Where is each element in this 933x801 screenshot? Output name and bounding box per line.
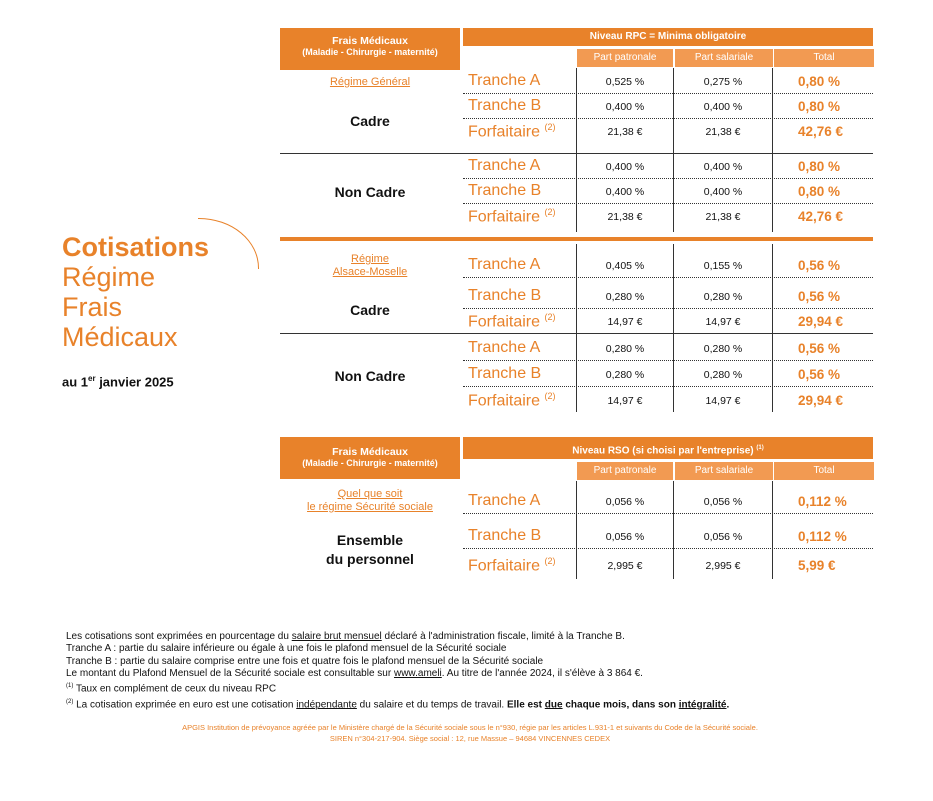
- tranche-label: Forfaitaire $^{(2)}$: [468, 391, 556, 410]
- tranche-label: Forfaitaire $^{(2)}$: [468, 122, 556, 141]
- part-salariale: 0,280 %: [703, 291, 743, 303]
- total: 0,56 %: [798, 367, 841, 382]
- ameli-link[interactable]: www.ameli: [393, 667, 442, 679]
- part-salariale: 21,38 €: [705, 211, 741, 223]
- part-salariale: 0,400 %: [703, 186, 743, 198]
- table2-level-header: Niveau RSO (si choisi par l'entreprise) $^{(1)}$: [463, 437, 873, 459]
- part-salariale: 0,400 %: [703, 161, 743, 173]
- row-divider: [463, 360, 873, 361]
- table1-col-total: Total: [773, 49, 874, 67]
- tranche-label: Tranche A: [468, 157, 541, 174]
- tranche-label: Forfaitaire $^{(2)}$: [468, 207, 556, 226]
- part-patronale: 14,97 €: [607, 316, 643, 328]
- tranche-label: Tranche B: [468, 365, 542, 382]
- table2-col-total: Total: [773, 462, 874, 480]
- part-patronale: 0,525 %: [605, 76, 645, 88]
- part-salariale: 14,97 €: [705, 395, 741, 407]
- footer-legal: APGIS Institution de prévoyance agréée par le Ministère chargé de la Sécurité sociale sous le n°930, régie par les articles L.931-1 et suivants du Code de la Sécurité sociale. SIREN n°304-217-904. Siège social : 12, rue Massue – 94684 VINCENNES CEDEX: [182, 723, 758, 743]
- part-patronale: 0,280 %: [605, 369, 645, 381]
- total: 0,112 %: [798, 494, 847, 509]
- total: 29,94 €: [798, 314, 844, 329]
- tranche-label: Tranche A: [468, 256, 541, 273]
- tranche-label: Forfaitaire $^{(2)}$: [468, 556, 556, 575]
- total: 29,94 €: [798, 393, 844, 408]
- part-patronale: 0,400 %: [605, 161, 645, 173]
- total: 0,56 %: [798, 258, 841, 273]
- total: 0,56 %: [798, 289, 841, 304]
- page-title: Cotisations Régime Frais Médicaux: [62, 232, 210, 352]
- total: 5,99 €: [798, 558, 836, 573]
- tranche-label: Tranche B: [468, 287, 542, 304]
- tranche-label: Tranche B: [468, 97, 542, 114]
- divider: [673, 481, 674, 579]
- divider: [772, 481, 773, 579]
- total: 0,80 %: [798, 159, 841, 174]
- row-divider: [463, 277, 873, 278]
- part-salariale: 0,280 %: [703, 343, 743, 355]
- part-salariale: 21,38 €: [705, 126, 741, 138]
- total: 42,76 €: [798, 124, 844, 139]
- effective-date: au 1er janvier 2025: [62, 374, 174, 390]
- category-cadre: Cadre: [350, 302, 390, 318]
- table2-col-patronale: Part patronale: [577, 462, 673, 480]
- part-patronale: 21,38 €: [607, 211, 643, 223]
- divider: [280, 153, 873, 154]
- part-patronale: 0,280 %: [605, 291, 645, 303]
- regime-alsace-link[interactable]: Régime Alsace-Moselle: [332, 253, 408, 278]
- tranche-label: Tranche A: [468, 339, 541, 356]
- table1-level-header: Niveau RPC = Minima obligatoire: [463, 28, 873, 46]
- part-patronale: 2,995 €: [607, 560, 643, 572]
- table1-col-patronale: Part patronale: [577, 49, 673, 67]
- tranche-label: Tranche B: [468, 527, 542, 544]
- part-patronale: 0,400 %: [605, 186, 645, 198]
- row-divider: [463, 513, 873, 514]
- total: 0,112 %: [798, 529, 847, 544]
- footnotes: Les cotisations sont exprimées en pourcentage du salaire brut mensuel déclaré à l'administration fiscale, limité à la Tranche B. Tranche A : partie du salaire inférieure ou égale à une fois le plafond mensuel de la Sécurité sociale Tranche B : partie du salaire comprise entre une fois et quatre fois le plafond mensuel de la Sécurité sociale Le montant du Plafond Mensuel de la Sécurité sociale est consultable sur www.ameli. Au titre de l'année 2024, il s'élève à 3 864 €. $^{(1)}$ Taux en complément de ceux du niveau RPC $^{(2)}$ La cotisation exprimée en euro est une cotisation indépendante du salaire et du temps de travail. Elle est due chaque mois, dans son intégralité.: [66, 631, 730, 711]
- row-divider: [463, 548, 873, 549]
- section-divider: [280, 237, 873, 241]
- divider: [280, 333, 873, 334]
- category-cadre: Cadre: [350, 113, 390, 129]
- row-divider: [463, 178, 873, 179]
- regime-general-link[interactable]: Régime Général: [329, 76, 411, 88]
- part-salariale: 14,97 €: [705, 316, 741, 328]
- tranche-label: Tranche A: [468, 492, 541, 509]
- tranche-label: Tranche B: [468, 182, 542, 199]
- divider: [576, 481, 577, 579]
- part-patronale: 14,97 €: [607, 395, 643, 407]
- category-non-cadre: Non Cadre: [334, 184, 406, 200]
- total: 42,76 €: [798, 209, 844, 224]
- part-patronale: 21,38 €: [607, 126, 643, 138]
- tranche-label: Forfaitaire $^{(2)}$: [468, 312, 556, 331]
- tranche-label: Tranche A: [468, 72, 541, 89]
- part-patronale: 0,056 %: [605, 531, 645, 543]
- category-non-cadre: Non Cadre: [334, 368, 406, 384]
- part-salariale: 0,056 %: [703, 531, 743, 543]
- part-patronale: 0,405 %: [605, 260, 645, 272]
- total: 0,80 %: [798, 99, 841, 114]
- part-patronale: 0,056 %: [605, 496, 645, 508]
- part-patronale: 0,400 %: [605, 101, 645, 113]
- table2-col-salariale: Part salariale: [674, 462, 773, 480]
- part-salariale: 0,400 %: [703, 101, 743, 113]
- row-divider: [463, 386, 873, 387]
- table2-left-header: Frais Médicaux (Maladie - Chirurgie - maternité): [280, 437, 460, 479]
- row-divider: [463, 203, 873, 204]
- total: 0,56 %: [798, 341, 841, 356]
- part-salariale: 0,280 %: [703, 369, 743, 381]
- part-salariale: 0,056 %: [703, 496, 743, 508]
- row-divider: [463, 308, 873, 309]
- category-ensemble: Ensemble du personnel: [326, 532, 414, 567]
- table1-left-header: Frais Médicaux (Maladie - Chirurgie - maternité): [280, 28, 460, 70]
- total: 0,80 %: [798, 184, 841, 199]
- part-patronale: 0,280 %: [605, 343, 645, 355]
- row-divider: [463, 93, 873, 94]
- total: 0,80 %: [798, 74, 841, 89]
- part-salariale: 0,275 %: [703, 76, 743, 88]
- table1-col-salariale: Part salariale: [674, 49, 773, 67]
- part-salariale: 0,155 %: [703, 260, 743, 272]
- part-salariale: 2,995 €: [705, 560, 741, 572]
- row-divider: [463, 118, 873, 119]
- quel-regime-link[interactable]: Quel que soit le régime Sécurité sociale: [307, 488, 433, 513]
